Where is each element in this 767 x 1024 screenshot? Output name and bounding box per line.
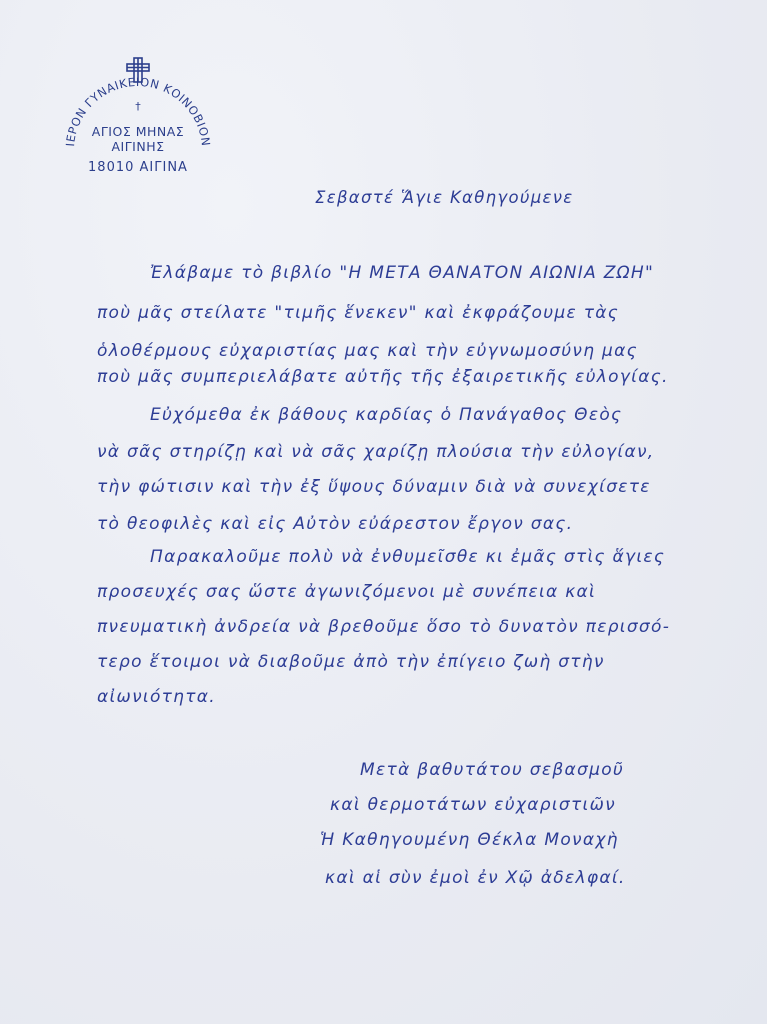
postcode-city: 18010 ΑΙΓΙΝΑ xyxy=(88,160,188,175)
body-line: ποὺ μᾶς συμπεριελάβατε αὐτῆς τῆς ἐξαιρετικῆς εὐλογίας. xyxy=(97,367,669,387)
body-line: νὰ σᾶς στηρίζῃ καὶ νὰ σᾶς χαρίζῃ πλούσια τὴν εὐλογίαν, xyxy=(97,442,655,462)
body-line: ποὺ μᾶς στείλατε "τιμῆς ἕνεκεν" καὶ ἐκφράζουμε τὰς xyxy=(97,303,620,323)
body-line: Παρακαλοῦμε πολὺ νὰ ἐνθυμεῖσθε κι ἐμᾶς στὶς ἅγιες xyxy=(150,547,666,567)
monastery-letterhead xyxy=(48,52,228,182)
closing-line: καὶ αἱ σὺν ἐμοὶ ἐν Χῷ ἀδελφαί. xyxy=(325,868,626,888)
body-line: Εὐχόμεθα ἐκ βάθους καρδίας ὁ Πανάγαθος Θεὸς xyxy=(150,405,623,425)
body-line: τὴν φώτισιν καὶ τὴν ἐξ ὕψους δύναμιν διὰ νὰ συνεχίσετε xyxy=(97,477,651,497)
body-line: πνευματικὴ ἀνδρεία νὰ βρεθοῦμε ὅσο τὸ δυνατὸν περισσό- xyxy=(97,617,671,637)
body-line: Ἐλάβαμε τὸ βιβλίο "Η ΜΕΤΑ ΘΑΝΑΤΟΝ ΑΙΩΝΙΑ ΖΩΗ" xyxy=(150,263,655,283)
body-line: τερο ἕτοιμοι νὰ διαβοῦμε ἀπὸ τὴν ἐπίγειο ζωὴ στὴν xyxy=(97,652,605,672)
letterhead-arc-text: ΙΕΡΟΝ ΓΥΝΑΙΚΕΙΟΝ ΚΟΙΝΟΒΙΟΝ xyxy=(63,74,213,148)
closing-line: καὶ θερμοτάτων εὐχαριστιῶν xyxy=(330,795,616,815)
body-line: προσευχές σας ὥστε ἀγωνιζόμενοι μὲ συνέπεια καὶ xyxy=(97,582,597,602)
body-line: ὁλοθέρμους εὐχαριστίας μας καὶ τὴν εὐγνωμοσύνη μας xyxy=(97,341,638,361)
monastery-name: ΑΓΙΟΣ ΜΗΝΑΣ xyxy=(91,124,185,139)
small-cross-icon: † xyxy=(135,100,141,113)
body-line: αἰωνιότητα. xyxy=(97,687,216,707)
body-line: τὸ θεοφιλὲς καὶ εἰς Αὐτὸν εὐάρεστον ἔργον σας. xyxy=(97,514,574,534)
monastery-location: ΑΙΓΙΝΗΣ xyxy=(111,139,165,154)
letter-greeting: Σεβαστέ Ἅγιε Καθηγούμενε xyxy=(315,188,574,207)
closing-line: Μετὰ βαθυτάτου σεβασμοῦ xyxy=(360,760,625,780)
signature-line: Ἡ Καθηγουμένη Θέκλα Μοναχὴ xyxy=(320,830,619,850)
